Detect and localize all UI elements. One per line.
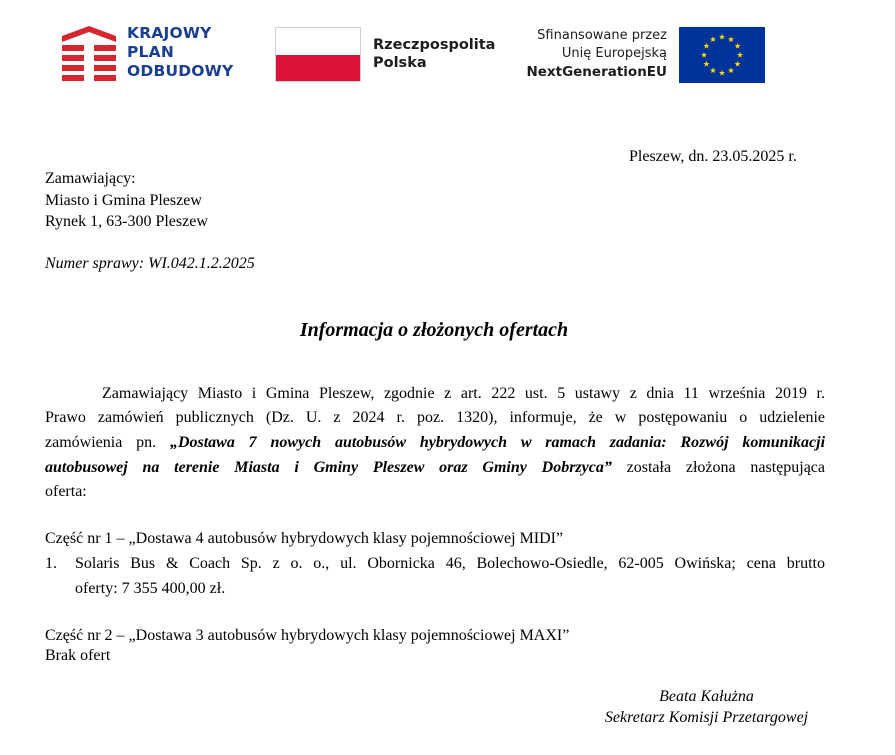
contract-name-part-1: „Dostawa 7 nowych autobusów hybrydowych w ramach zadania: Rozwój komunikacji	[169, 434, 826, 451]
intro-line-3: zamówienia pn. „Dostawa 7 nowych autobusów hybrydowych w ramach zadania: Rozwój komunikacji	[45, 434, 826, 451]
krajowy-plan-odbudowy-emblem	[62, 26, 116, 82]
signatory-role: Sekretarz Komisji Przetargowej	[604, 709, 809, 726]
intro-line-1: Zamawiający Miasto i Gmina Pleszew, zgodnie z art. 222 ust. 5 ustawy z dnia 11 września 2019 r.	[102, 385, 825, 402]
logo-bar	[0, 0, 895, 100]
offer-number: 1.	[45, 555, 57, 572]
rzeczpospolita-polska-logo-text: Rzeczpospolita Polska	[373, 37, 496, 71]
eu-flag	[679, 27, 765, 83]
signatory-name: Beata Kałużna	[659, 688, 754, 705]
contract-name-part-2: autobusowej na terenie Miasta i Gminy Pleszew oraz Gminy Dobrzyca”	[45, 459, 612, 476]
intro-line-5: oferta:	[45, 483, 87, 500]
offer-line-2: oferty: 7 355 400,00 zł.	[75, 580, 226, 597]
poland-flag	[275, 27, 361, 82]
date-line: Pleszew, dn. 23.05.2025 r.	[629, 148, 797, 165]
krajowy-plan-odbudowy-logo-text: KRAJOWY PLAN ODBUDOWY	[127, 24, 234, 80]
offer-line-1: Solaris Bus & Coach Sp. z o. o., ul. Obornicka 46, Bolechowo-Osiedle, 62-005 Owińska; cena brutto	[75, 555, 825, 572]
document-title: Informacja o złożonych ofertach	[299, 319, 569, 341]
case-number: Numer sprawy: WI.042.1.2.2025	[45, 255, 255, 272]
contracting-authority-name: Miasto i Gmina Pleszew	[45, 192, 202, 209]
intro-line-2: Prawo zamówień publicznych (Dz. U. z 2024 r. poz. 1320), informuje, że w postępowaniu o udzielenie	[45, 409, 825, 426]
part-2-heading: Część nr 2 – „Dostawa 3 autobusów hybrydowych klasy pojemnościowej MAXI”	[45, 627, 570, 644]
part-2-result: Brak ofert	[45, 647, 111, 664]
contracting-authority-label: Zamawiający:	[45, 170, 136, 187]
eu-funding-logo-text: Sfinansowane przez Unię Europejską NextGenerationEU	[526, 28, 667, 80]
part-1-heading: Część nr 1 – „Dostawa 4 autobusów hybrydowych klasy pojemnościowej MIDI”	[45, 530, 564, 547]
intro-line-4: autobusowej na terenie Miasta i Gminy Pleszew oraz Gminy Dobrzyca” została złożona następująca	[45, 459, 826, 476]
contracting-authority-address: Rynek 1, 63-300 Pleszew	[45, 213, 208, 230]
